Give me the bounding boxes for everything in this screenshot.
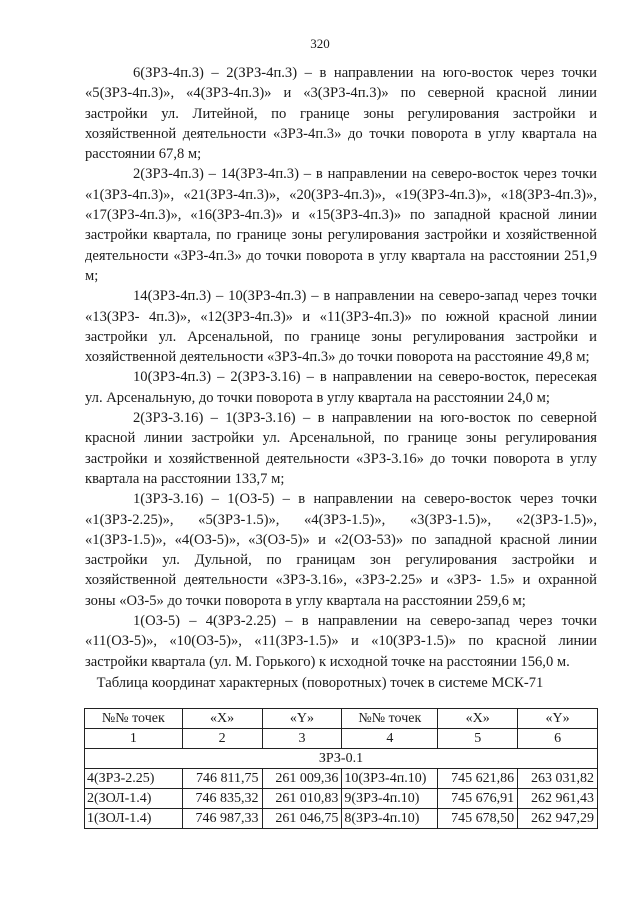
column-number: 6 bbox=[518, 729, 598, 749]
table-row bbox=[85, 809, 598, 829]
y-value: 263 031,82 bbox=[518, 769, 598, 789]
y-value: 261 046,75 bbox=[262, 809, 342, 829]
x-value: 745 621,86 bbox=[438, 769, 518, 789]
column-number: 2 bbox=[182, 729, 262, 749]
paragraph: 10(ЗРЗ-4п.3) – 2(ЗРЗ-3.16) – в направлении на северо-восток, пересекая ул. Арсенальную, до точки поворота в углу квартала на расстоянии 24,0 м; bbox=[85, 369, 597, 406]
header-cell: №№ точек bbox=[342, 709, 438, 729]
table-row bbox=[85, 789, 598, 809]
paragraph: 2(ЗРЗ-4п.3) – 14(ЗРЗ-4п.3) – в направлении на северо-восток через точки «1(ЗРЗ-4п.3)», «21(ЗРЗ-4п.3)», «20(ЗРЗ-4п.3)», «19(ЗРЗ-4п.3)», «18(ЗРЗ-4п.3)», «17(ЗРЗ-4п.3)», «16(ЗРЗ-4п.3)» и «15(ЗРЗ-4п.3)» по западной красной линии застройки квартала, по границе зоны регулирования застройки и хозяйственной деятельности «ЗРЗ-4п.3» до точки поворота в углу квартала на расстоянии 251,9 м; bbox=[85, 166, 597, 284]
point-name: 2(ЗОЛ-1.4) bbox=[85, 789, 183, 809]
y-value: 261 009,36 bbox=[262, 769, 342, 789]
x-value: 746 811,75 bbox=[182, 769, 262, 789]
paragraph: 6(ЗРЗ-4п.3) – 2(ЗРЗ-4п.3) – в направлении на юго-восток через точки «5(ЗРЗ-4п.3)», «4(ЗРЗ-4п.3)» и «3(ЗРЗ-4п.3)» по северной красной линии застройки ул. Литейной, по границе зоны регулирования застройки и хозяйственной деятельности «ЗРЗ-4п.3» до точки поворота в углу квартала на расстоянии 67,8 м; bbox=[85, 65, 597, 163]
paragraph: 2(ЗРЗ-3.16) – 1(ЗРЗ-3.16) – в направлении на юго-восток по северной красной линии застройки ул. Арсенальной, по границе зоны регулирования застройки и хозяйственной деятельности «ЗРЗ-3.16» до точки поворота в углу квартала на расстоянии 133,7 м; bbox=[85, 410, 597, 487]
header-cell: «Y» bbox=[518, 709, 598, 729]
body-text bbox=[85, 63, 597, 672]
x-value: 745 676,91 bbox=[438, 789, 518, 809]
y-value: 262 947,29 bbox=[518, 809, 598, 829]
header-cell: «X» bbox=[438, 709, 518, 729]
x-value: 745 678,50 bbox=[438, 809, 518, 829]
point-name: 4(ЗРЗ-2.25) bbox=[85, 769, 183, 789]
column-number: 4 bbox=[342, 729, 438, 749]
point-name: 1(ЗОЛ-1.4) bbox=[85, 809, 183, 829]
table-header-row bbox=[85, 709, 598, 729]
page-number: 320 bbox=[310, 36, 330, 51]
paragraph: 1(ЗРЗ-3.16) – 1(ОЗ-5) – в направлении на северо-восток через точки «1(ЗРЗ-2.25)», «5(ЗРЗ-1.5)», «4(ЗРЗ-1.5)», «3(ЗРЗ-1.5)», «2(ЗРЗ-1.5)», «1(ЗРЗ-1.5)», «4(ОЗ-5)», «3(ОЗ-5)» и «2(ОЗ-53)» по западной красной линии застройки ул. Дульной, по границам зон регулирования застройки и хозяйственной деятельности «ЗРЗ-3.16», «ЗРЗ-2.25» и «ЗРЗ- 1.5» и охранной зоны «ОЗ-5» до точки поворота в углу квартала на расстоянии 259,6 м; bbox=[85, 491, 597, 609]
coordinates-table bbox=[84, 708, 598, 829]
y-value: 261 010,83 bbox=[262, 789, 342, 809]
section-title: ЗРЗ-0.1 bbox=[85, 749, 598, 769]
column-number-row bbox=[85, 729, 598, 749]
point-name: 9(ЗРЗ-4п.10) bbox=[342, 789, 438, 809]
x-value: 746 835,32 bbox=[182, 789, 262, 809]
paragraph: 1(ОЗ-5) – 4(ЗРЗ-2.25) – в направлении на северо-запад через точки «11(ОЗ-5)», «10(ОЗ-5)», «11(ЗРЗ-1.5)» и «10(ЗРЗ-1.5)» по красной линии застройки квартала (ул. М. Горького) к исходной точке на расстоянии 156,0 м. bbox=[85, 613, 597, 670]
point-name: 10(ЗРЗ-4п.10) bbox=[342, 769, 438, 789]
table-row bbox=[85, 769, 598, 789]
paragraph: 14(ЗРЗ-4п.3) – 10(ЗРЗ-4п.3) – в направлении на северо-запад через точки «13(ЗРЗ- 4п.3)», «12(ЗРЗ-4п.3)» и «11(ЗРЗ-4п.3)» по южной красной линии застройки ул. Арсенальной, по границе зоны регулирования застройки и хозяйственной деятельности «ЗРЗ-4п.3» до точки поворота на расстояние 49,8 м; bbox=[85, 288, 597, 366]
table-caption: Таблица координат характерных (поворотных) точек в системе МСК-71 bbox=[96, 675, 544, 691]
section-row bbox=[85, 749, 598, 769]
column-number: 3 bbox=[262, 729, 342, 749]
y-value: 262 961,43 bbox=[518, 789, 598, 809]
x-value: 746 987,33 bbox=[182, 809, 262, 829]
column-number: 5 bbox=[438, 729, 518, 749]
header-cell: «X» bbox=[182, 709, 262, 729]
column-number: 1 bbox=[85, 729, 183, 749]
point-name: 8(ЗРЗ-4п.10) bbox=[342, 809, 438, 829]
header-cell: №№ точек bbox=[85, 709, 183, 729]
header-cell: «Y» bbox=[262, 709, 342, 729]
